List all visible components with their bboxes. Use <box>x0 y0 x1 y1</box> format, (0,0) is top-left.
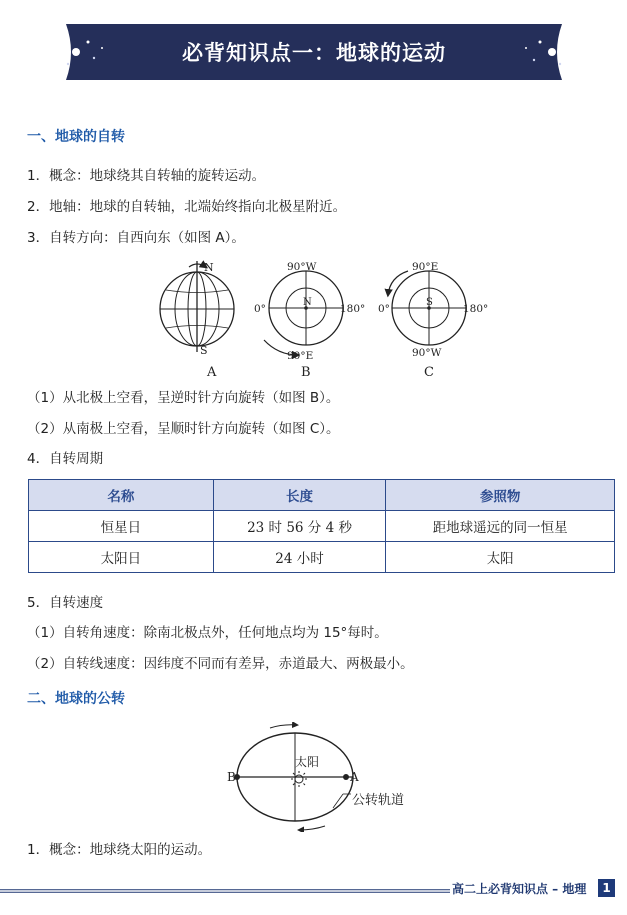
globe-b-bottom: 90°E <box>287 350 314 362</box>
globe-c-center: S <box>426 297 433 308</box>
table-cell: 距地球遥远的同一恒星 <box>386 511 615 542</box>
table-header: 参照物 <box>386 480 615 511</box>
section-heading-revolution: 二、地球的公转 <box>27 691 125 707</box>
table-cell: 恒星日 <box>29 511 214 542</box>
point-b-label: B <box>227 770 236 784</box>
rotation-diagram <box>150 257 490 379</box>
sun-label: 太阳 <box>295 755 320 769</box>
table-cell: 23 时 56 分 4 秒 <box>213 511 386 542</box>
rotation-period-table <box>28 479 615 573</box>
south-view-note: （2）从南极上空看，呈顺时针方向旋转（如图 C）。 <box>27 421 340 437</box>
orbit-label: 公转轨道 <box>352 793 405 808</box>
angular-speed-note: （1）自转角速度：除南北极点外，任何地点均为 15°每时。 <box>27 625 388 641</box>
globe-c-top: 90°E <box>412 261 439 273</box>
revolution-concept: 1．概念：地球绕太阳的运动。 <box>27 842 212 858</box>
linear-speed-note: （2）自转线速度：因纬度不同而有差异，赤道最大、两极最小。 <box>27 656 414 672</box>
globe-a-south: S <box>200 344 208 357</box>
globe-b-top: 90°W <box>287 261 317 273</box>
table-cell: 太阳日 <box>29 542 214 573</box>
globe-c-right: 180° <box>463 303 489 315</box>
globe-b-right: 180° <box>340 303 366 315</box>
north-view-note: （1）从北极上空看，呈逆时针方向旋转（如图 B）。 <box>27 390 340 406</box>
point-a-label: A <box>350 770 359 784</box>
rotation-period-heading: 4．自转周期 <box>27 451 104 467</box>
footer-label: 高二上必背知识点 – 地理 <box>452 882 587 896</box>
table-row <box>29 542 615 573</box>
figure-b-caption: B <box>301 365 311 380</box>
globe-b-center: N <box>303 297 312 308</box>
table-cell: 24 小时 <box>213 542 386 573</box>
globe-c-bottom: 90°W <box>412 347 442 359</box>
table-cell: 太阳 <box>386 542 615 573</box>
footer-rule <box>0 889 450 893</box>
globe-c-left: 0° <box>378 303 390 315</box>
globe-b-left: 0° <box>254 303 266 315</box>
figure-c-caption: C <box>424 365 434 380</box>
figure-a-caption: A <box>207 365 217 380</box>
title-banner <box>46 24 582 80</box>
rotation-direction: 3．自转方向：自西向东（如图 A）。 <box>27 230 245 246</box>
globe-a-figure <box>160 261 234 352</box>
page-number: 1 <box>598 879 615 897</box>
table-header: 长度 <box>213 480 386 511</box>
globe-b-figure <box>264 271 343 355</box>
table-row <box>29 511 615 542</box>
section-heading-rotation: 一、地球的自转 <box>27 129 125 145</box>
rotation-speed-heading: 5．自转速度 <box>27 595 104 611</box>
rotation-axis: 2．地轴：地球的自转轴，北端始终指向北极星附近。 <box>27 199 347 215</box>
globe-c-figure <box>388 271 466 345</box>
sun-icon <box>291 771 307 787</box>
revolution-diagram <box>225 722 420 832</box>
rotation-concept: 1．概念：地球绕其自转轴的旋转运动。 <box>27 168 266 184</box>
page-title: 必背知识点一：地球的运动 <box>182 41 446 65</box>
table-header: 名称 <box>29 480 214 511</box>
table-header-row <box>29 480 615 511</box>
globe-a-north: N <box>204 261 214 274</box>
